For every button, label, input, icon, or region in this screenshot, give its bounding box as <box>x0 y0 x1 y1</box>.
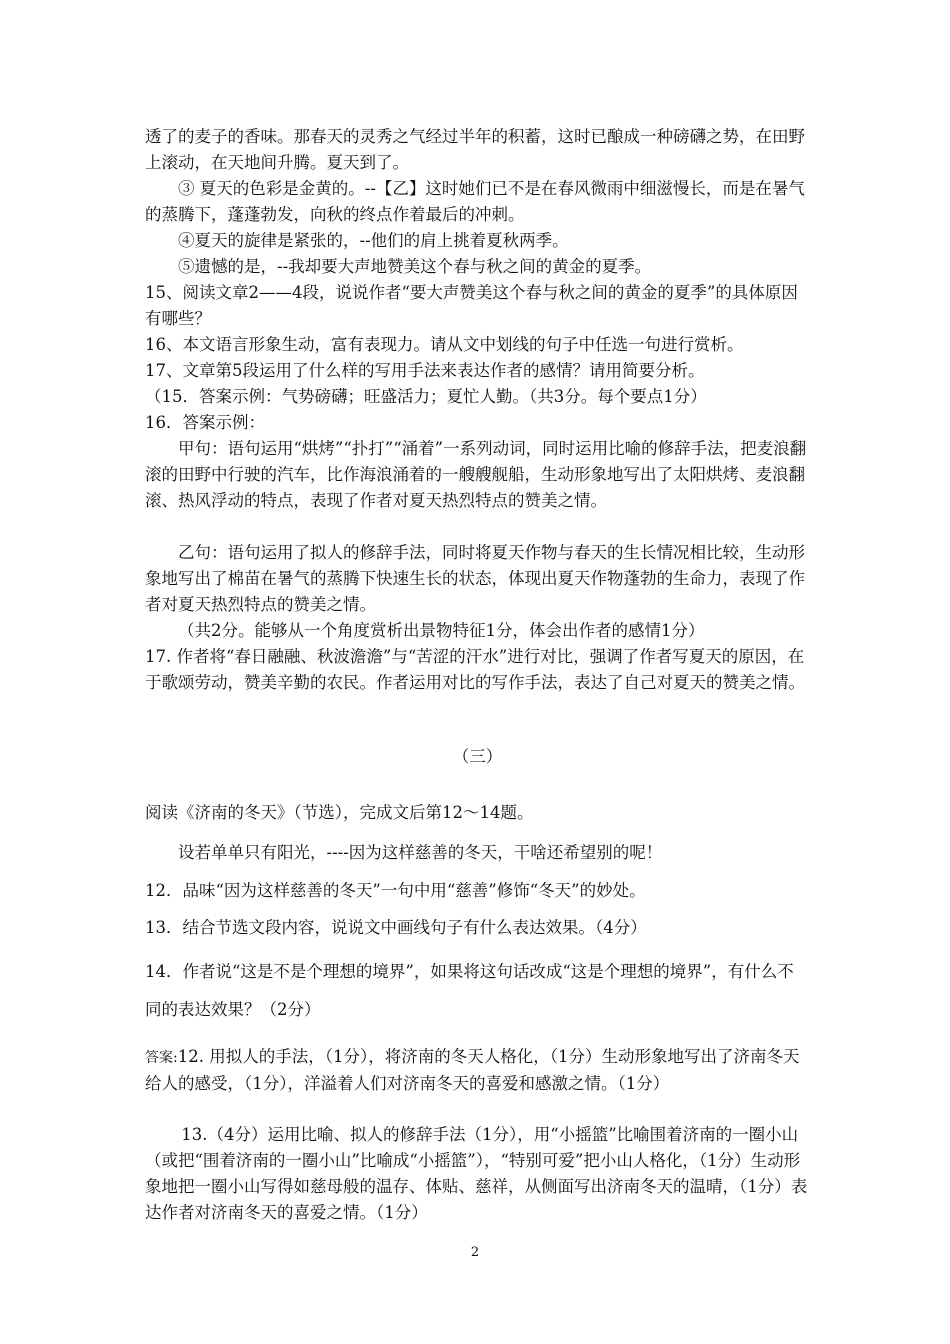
excerpt-sentence: 设若单单只有阳光，----因为这样慈善的冬天，干啥还希望别的呢！ <box>178 843 663 862</box>
answer-13: 13.（4分）运用比喻、拟人的修辞手法（1分），用“小摇篮”比喻围着济南的一圈小山（或把“围着济南的一圈小山”比喻成“小摇篮”），“特别可爱”把小山人格化，（1分）生动形象地把一圈小山写得如慈母般的温存、体贴、慈祥，从侧面写出济南冬天的温晴，（1分）表达作者对济南冬天的喜爱之情。（1分） <box>145 1125 808 1222</box>
answer-15: （15．答案示例：气势磅礴；旺盛活力；夏忙人勤。（共3分。每个要点1分） <box>145 387 707 406</box>
section-heading: （三） <box>452 747 503 766</box>
answer-16-sentence-jia: 甲句：语句运用“烘烤”“扑打”“涌着”一系列动词，同时运用比喻的修辞手法，把麦浪翻滚的田野中行驶的汽车，比作海浪涌着的一艘艘舰船，生动形象地写出了太阳烘烤、麦浪翻滚、热风浮动的特点，表现了作者对夏天热烈特点的赞美之情。 <box>145 439 807 510</box>
answer-block-12 <box>145 1044 810 1097</box>
passage-continuation: 透了的麦子的香味。那春天的灵秀之气经过半年的积蓄，这时已酿成一种磅礴之势，在田野上滚动，在天地间升腾。夏天到了。 <box>145 127 805 172</box>
answer-16-sentence-yi: 乙句：语句运用了拟人的修辞手法，同时将夏天作物与春天的生长情况相比较，生动形象地写出了棉苗在暑气的蒸腾下快速生长的状态，体现出夏天作物蓬勃的生命力，表现了作者对夏天热烈特点的赞美之情。 <box>145 543 805 614</box>
passage-paragraph-3: ③ 夏天的色彩是金黄的。--【乙】这时她们已不是在春风微雨中细滋慢长，而是在暑气的蒸腾下，蓬蓬勃发，向秋的终点作着最后的冲刺。 <box>145 179 805 224</box>
question-13: 13．结合节选文段内容，说说文中画线句子有什么表达效果。（4分） <box>145 918 647 937</box>
question-16: 16、本文语言形象生动，富有表现力。请从文中划线的句子中任选一句进行赏析。 <box>145 335 744 354</box>
answer-16-heading: 16．答案示例： <box>145 413 265 432</box>
question-17: 17、文章第5段运用了什么样的写用手法来表达作者的感情？请用简要分析。 <box>145 361 705 380</box>
question-14: 14．作者说“这是不是个理想的境界”，如果将这句话改成“这是个理想的境界”，有什么不同的表达效果？（2分） <box>145 962 794 1019</box>
answer-17: 17. 作者将“春日融融、秋波澹澹”与“苦涩的汗水”进行对比，强调了作者写夏天的原因，在于歌颂劳动，赞美辛勤的农民。作者运用对比的写作手法，表达了自己对夏天的赞美之情。 <box>145 647 805 692</box>
answer-12: 12. 用拟人的手法，（1分），将济南的冬天人格化，（1分）生动形象地写出了济南冬天给人的感受，（1分），洋溢着人们对济南冬天的喜爱和感激之情。（1分） <box>145 1047 800 1093</box>
section-intro: 阅读《济南的冬天》（节选），完成文后第12～14题。 <box>145 803 534 822</box>
passage-paragraph-4: ④夏天的旋律是紧张的，--他们的肩上挑着夏秋两季。 <box>178 231 569 250</box>
question-12: 12．品味“因为这样慈善的冬天”一句中用“慈善”修饰“冬天”的妙处。 <box>145 881 646 900</box>
answer-16-score: （共2分。能够从一个角度赏析出景物特征1分，体会出作者的感情1分） <box>178 621 705 640</box>
answer-label: 答案: <box>145 1050 178 1066</box>
page-number: 2 <box>470 1245 480 1260</box>
passage-paragraph-5: ⑤遗憾的是，--我却要大声地赞美这个春与秋之间的黄金的夏季。 <box>178 257 652 276</box>
question-15: 15、阅读文章2——4段，说说作者“要大声赞美这个春与秋之间的黄金的夏季”的具体原因有哪些？ <box>145 283 798 328</box>
